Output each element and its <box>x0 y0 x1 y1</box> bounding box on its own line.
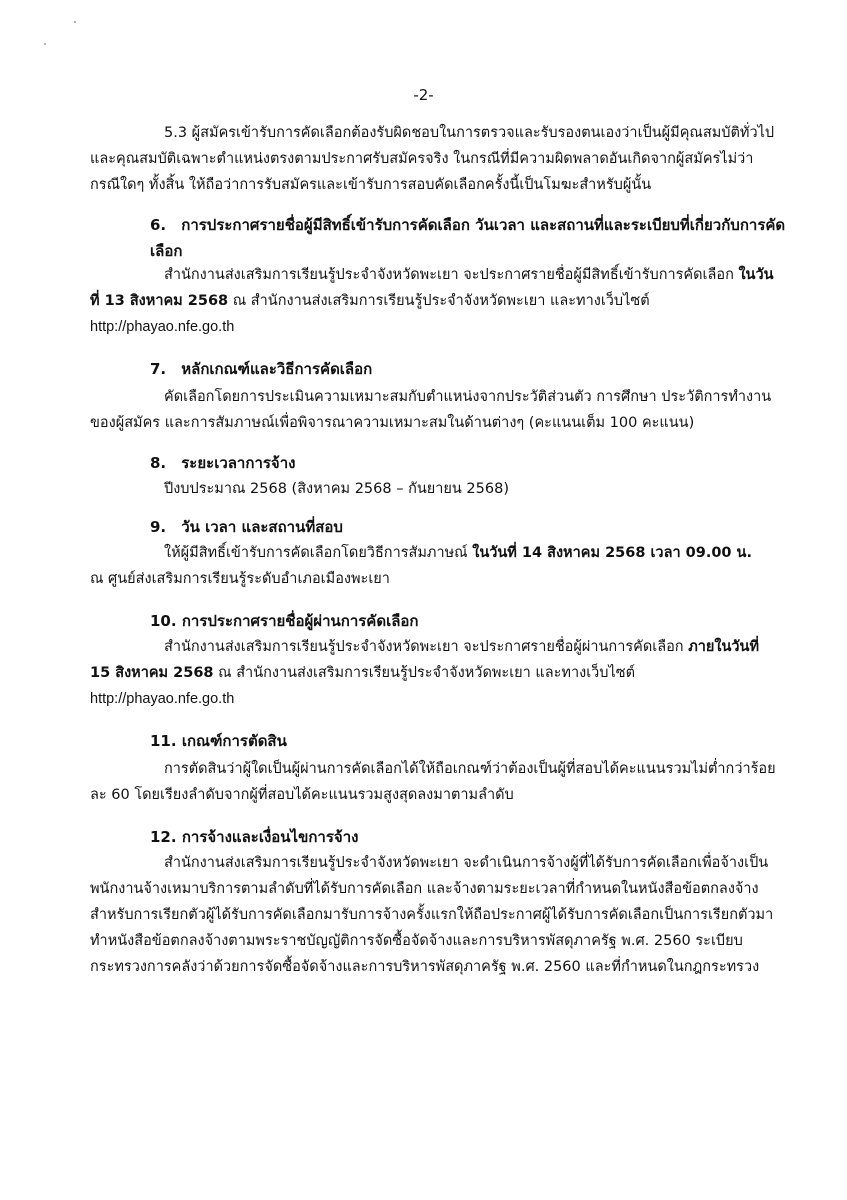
section-10-body <box>90 634 780 712</box>
section-8-number: 8. <box>150 454 167 472</box>
section-7-number: 7. <box>150 360 167 378</box>
page-number: -2- <box>413 86 434 104</box>
section-7-body <box>90 384 780 436</box>
section-6-number: 6. <box>150 216 167 234</box>
section-11-body <box>90 756 780 808</box>
clause-5-3 <box>90 120 780 198</box>
section-6-heading <box>150 212 790 264</box>
section-11-text: การตัดสินว่าผู้ใดเป็นผู้ผ่านการคัดเลือกได้ให้ถือเกณฑ์ว่าต้องเป็นผู้ที่สอบได้คะแนนรวมไม่ต่ำกว่าร้อยละ 60 โดยเรียงลำดับจากผู้ที่สอบได้คะแนนรวมสูงสุดลงมาตามลำดับ <box>90 761 776 803</box>
scan-speck <box>44 43 46 45</box>
section-6-text-a: สำนักงานส่งเสริมการเรียนรู้ประจำจังหวัดพะเยา จะประกาศรายชื่อผู้มีสิทธิ์เข้ารับการคัดเลือก <box>164 267 734 283</box>
section-9-text-a: ให้ผู้มีสิทธิ์เข้ารับการคัดเลือกโดยวิธีการสัมภาษณ์ <box>164 545 473 561</box>
section-11-heading <box>150 728 790 754</box>
section-8-text: ปีงบประมาณ 2568 (สิงหาคม 2568 – กันยายน 2568) <box>164 481 509 497</box>
section-12-text: สำนักงานส่งเสริมการเรียนรู้ประจำจังหวัดพะเยา จะดำเนินการจ้างผู้ที่ได้รับการคัดเลือกเพื่อจ้างเป็นพนักงานจ้างเหมาบริการตามลำดับที่ได้รับการคัดเลือก และจ้างตามระยะเวลาที่กำหนดในหนังสือข้อตกลงจ้างสำหรับการเรียกตัวผู้ได้รับการคัดเลือกมารับการจ้างครั้งแรกให้ถือประกาศผู้ได้รับการคัดเลือกเป็นการเรียกตัวมาทำหนังสือข้อตกลงจ้างตามพระราชบัญญัติการจัดซื้อจัดจ้างและการบริหารพัสดุภาครัฐ พ.ศ. 2560 ระเบียบกระทรวงการคลังว่าด้วยการจัดซื้อจัดจ้างและการบริหารพัสดุภาครัฐ พ.ศ. 2560 และที่กำหนดในกฎกระทรวง <box>90 855 774 975</box>
section-10-paragraph <box>90 634 780 686</box>
section-12-body <box>90 850 780 980</box>
section-7-text: คัดเลือกโดยการประเมินความเหมาะสมกับตำแหน่งจากประวัติส่วนตัว การศึกษา ประวัติการทำงานของผู้สมัคร และการสัมภาษณ์เพื่อพิจารณาความเหมาะสมในด้านต่างๆ (คะแนนเต็ม 100 คะแนน) <box>90 389 772 431</box>
scan-speck <box>74 21 76 23</box>
section-7-title: หลักเกณฑ์และวิธีการคัดเลือก <box>181 360 373 378</box>
section-9-location: ณ ศูนย์ส่งเสริมการเรียนรู้ระดับอำเภอเมืองพะเยา <box>90 571 390 587</box>
section-10-number: 10. <box>150 612 177 630</box>
section-12-heading <box>150 824 790 850</box>
section-6-url: http://phayao.nfe.go.th <box>90 319 235 335</box>
section-6-text-b: ณ สำนักงานส่งเสริมการเรียนรู้ประจำจังหวัดพะเยา และทางเว็บไซต์ <box>228 293 650 309</box>
section-8-body <box>90 476 780 502</box>
section-9-number: 9. <box>150 518 167 536</box>
section-8-title: ระยะเวลาการจ้าง <box>181 454 296 472</box>
section-10-heading <box>150 608 790 634</box>
section-10-date: ภายในวันที่ 15 สิงหาคม 2568 <box>90 639 760 681</box>
section-9-title: วัน เวลา และสถานที่สอบ <box>181 518 343 536</box>
section-12-number: 12. <box>150 828 177 846</box>
section-11-title: เกณฑ์การตัดสิน <box>181 732 287 750</box>
section-9-datetime: ในวันที่ 14 สิงหาคม 2568 เวลา 09.00 น. <box>472 545 752 561</box>
section-6-date: ในวันที่ 13 สิงหาคม 2568 <box>90 267 774 309</box>
section-6-body <box>90 262 780 340</box>
section-8-heading <box>150 450 790 476</box>
section-10-text-a: สำนักงานส่งเสริมการเรียนรู้ประจำจังหวัดพะเยา จะประกาศรายชื่อผู้ผ่านการคัดเลือก <box>164 639 684 655</box>
section-12-title: การจ้างและเงื่อนไขการจ้าง <box>181 828 359 846</box>
section-10-text-b: ณ สำนักงานส่งเสริมการเรียนรู้ประจำจังหวัดพะเยา และทางเว็บไซต์ <box>213 665 636 681</box>
section-6-title: การประกาศรายชื่อผู้มีสิทธิ์เข้ารับการคัดเลือก วันเวลา และสถานที่และระเบียบที่เกี่ยวกับการคัดเลือก <box>150 216 786 260</box>
section-10-url: http://phayao.nfe.go.th <box>90 691 235 707</box>
section-6-paragraph <box>90 262 780 314</box>
section-11-number: 11. <box>150 732 177 750</box>
section-10-title: การประกาศรายชื่อผู้ผ่านการคัดเลือก <box>181 612 419 630</box>
section-7-heading <box>150 356 790 382</box>
section-9-paragraph <box>90 540 780 566</box>
section-9-heading <box>150 514 790 540</box>
clause-5-3-text: 5.3 ผู้สมัครเข้ารับการคัดเลือกต้องรับผิดชอบในการตรวจและรับรองตนเองว่าเป็นผู้มีคุณสมบัติทั่วไป และคุณสมบัติเฉพาะตำแหน่งตรงตามประกาศรับสมัครจริง ในกรณีที่มีความผิดพลาดอันเกิดจากผู้สมัครไม่ว่ากรณีใดๆ ทั้งสิ้น ให้ถือว่าการรับสมัครและเข้ารับการสอบคัดเลือกครั้งนี้เป็นโมฆะสำหรับผู้นั้น <box>90 125 775 193</box>
section-9-body <box>90 540 780 592</box>
